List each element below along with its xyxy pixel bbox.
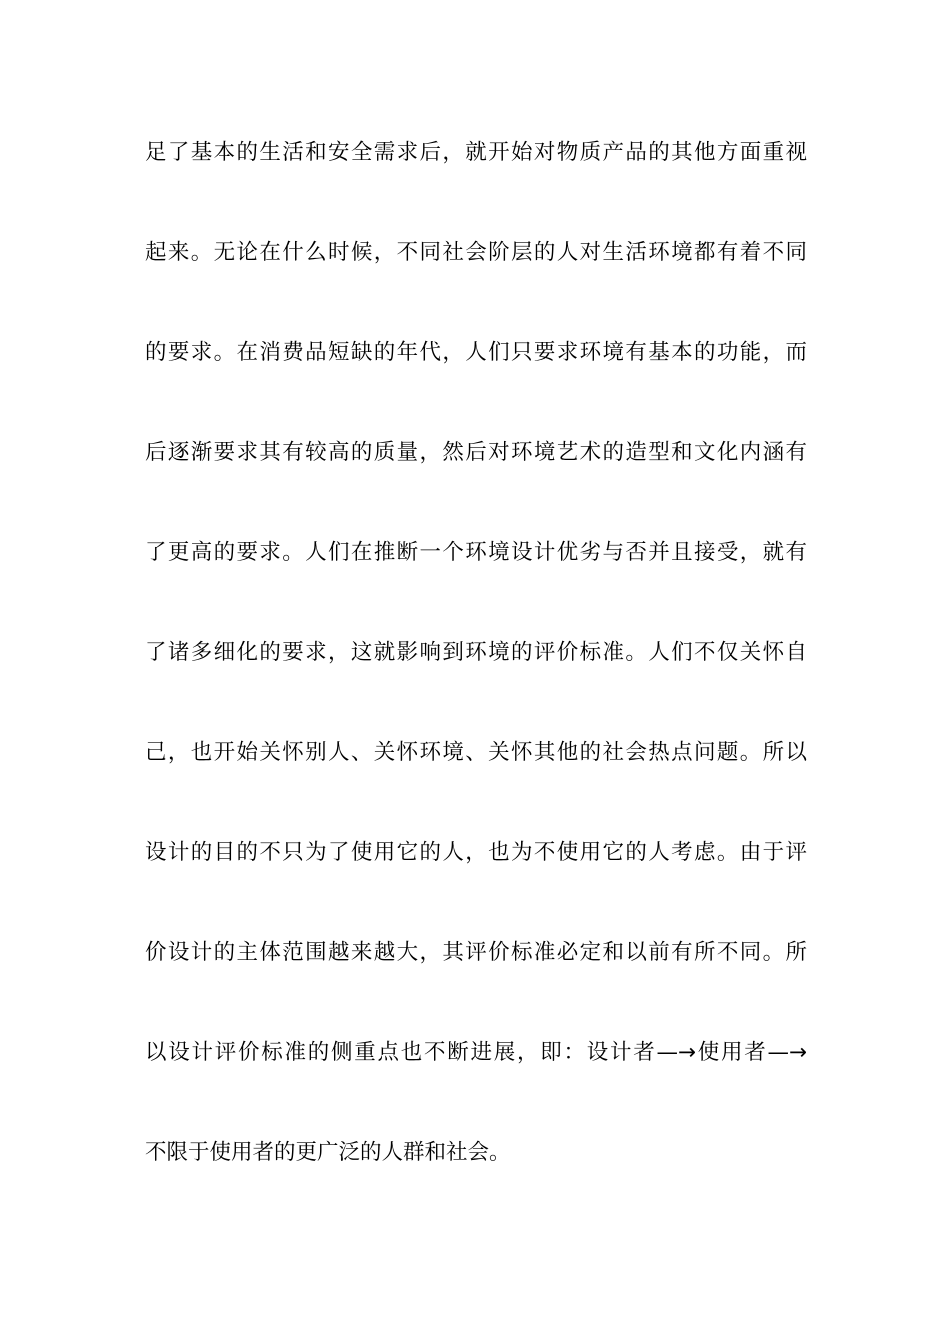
body-paragraph	[145, 128, 807, 1228]
text-line-11: 不限于使用者的更广泛的人群和社会。	[145, 1140, 511, 1165]
text-line-6: 了诸多细化的要求，这就影响到环境的评价标准。人们不仅关怀自	[145, 640, 807, 665]
text-line-10: 以设计评价标准的侧重点也不断进展，即：设计者—→使用者—→	[145, 1040, 807, 1065]
text-line-1: 足了基本的生活和安全需求后，就开始对物质产品的其他方面重视	[145, 140, 807, 165]
text-line-4: 后逐渐要求其有较高的质量，然后对环境艺术的造型和文化内涵有	[145, 440, 807, 465]
text-line-7: 己，也开始关怀别人、关怀环境、关怀其他的社会热点问题。所以	[145, 740, 807, 765]
text-line-8: 设计的目的不只为了使用它的人，也为不使用它的人考虑。由于评	[145, 840, 807, 865]
text-line-9: 价设计的主体范围越来越大，其评价标准必定和以前有所不同。所	[145, 940, 807, 965]
text-line-2: 起来。无论在什么时候，不同社会阶层的人对生活环境都有着不同	[145, 240, 807, 265]
text-line-5: 了更高的要求。人们在推断一个环境设计优劣与否并且接受，就有	[145, 540, 807, 565]
text-line-3: 的要求。在消费品短缺的年代，人们只要求环境有基本的功能，而	[145, 340, 807, 365]
